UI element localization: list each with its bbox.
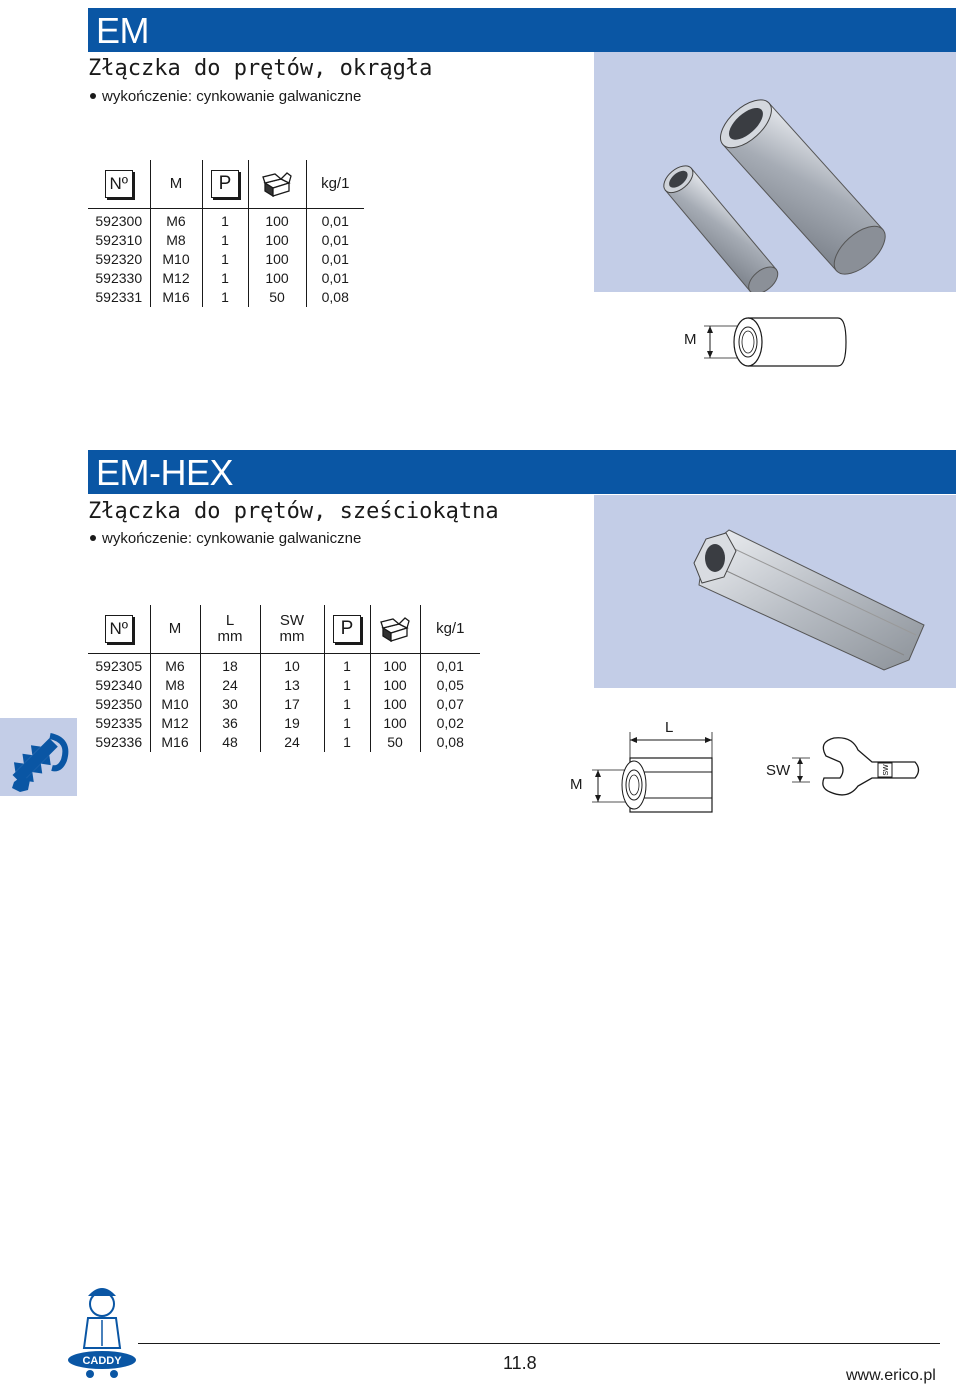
- cell-weight: 0,08: [420, 733, 480, 752]
- cell-box: 100: [248, 231, 306, 250]
- cell-number: 592330: [95, 270, 143, 286]
- anchor-fastener-icon: [0, 718, 77, 796]
- wrench-sw-text: SW: [883, 764, 890, 776]
- cell-number: 592336: [95, 734, 143, 750]
- cell-number: 592350: [95, 696, 143, 712]
- product-subtitle: Złączka do prętów, okrągła: [88, 56, 433, 81]
- finish-note: [88, 88, 361, 105]
- cell-weight: 0,02: [420, 714, 480, 733]
- cell-l: 48: [200, 733, 260, 752]
- col-header-m: M: [150, 160, 202, 209]
- carton-box-icon: [379, 616, 411, 642]
- carton-box-icon: [261, 171, 293, 197]
- dimension-label-sw: SW: [766, 762, 791, 779]
- cell-box: 100: [248, 269, 306, 288]
- col-header-sw-label: SW: [279, 612, 305, 629]
- table-row: [88, 714, 480, 733]
- cell-l: 24: [200, 676, 260, 695]
- cell-l: 30: [200, 695, 260, 714]
- finish-text: wykończenie: cynkowanie galwaniczne: [102, 88, 362, 105]
- cell-weight: 0,01: [306, 250, 364, 269]
- table-row: [88, 269, 364, 288]
- cell-box: 100: [370, 654, 420, 677]
- cell-p: 1: [324, 733, 370, 752]
- bullet-icon: [90, 93, 96, 99]
- dimension-label-m: M: [684, 331, 697, 348]
- cell-number: 592310: [95, 232, 143, 248]
- packaging-p-icon: P: [211, 170, 239, 198]
- number-icon: Nº: [105, 615, 133, 643]
- caddy-mascot-icon: [66, 1280, 138, 1380]
- cell-number: 592335: [95, 715, 143, 731]
- col-header-l-unit: mm: [217, 628, 243, 645]
- col-header-weight: kg/1: [306, 160, 364, 209]
- col-header-l-label: L: [225, 612, 235, 629]
- cell-box: 50: [248, 288, 306, 307]
- hex-coupling-drawing: [560, 716, 930, 816]
- cell-weight: 0,05: [420, 676, 480, 695]
- cell-m: M6: [150, 209, 202, 232]
- category-tab: [0, 718, 77, 796]
- cell-box: 100: [248, 250, 306, 269]
- table-header: [88, 160, 364, 209]
- cell-m: M12: [150, 714, 200, 733]
- spec-table-em-hex: [88, 605, 480, 752]
- cell-box: 100: [370, 676, 420, 695]
- col-header-sw-unit: mm: [279, 628, 305, 645]
- cell-weight: 0,01: [306, 209, 364, 232]
- finish-note: [88, 530, 361, 547]
- box-icon: [248, 160, 306, 209]
- cell-weight: 0,08: [306, 288, 364, 307]
- cell-m: M10: [150, 250, 202, 269]
- cell-number: 592320: [95, 251, 143, 267]
- cell-m: M16: [150, 733, 200, 752]
- cell-p: 1: [202, 209, 248, 232]
- cell-number: 592331: [95, 289, 143, 305]
- dimension-label-l: L: [665, 719, 674, 736]
- cell-box: 50: [370, 733, 420, 752]
- table-row: [88, 733, 480, 752]
- col-header-m: M: [150, 605, 200, 654]
- cell-m: M10: [150, 695, 200, 714]
- caddy-logo: [66, 1280, 138, 1380]
- cell-m: M8: [150, 231, 202, 250]
- cell-p: 1: [202, 250, 248, 269]
- cell-sw: 10: [260, 654, 324, 677]
- cell-m: M12: [150, 269, 202, 288]
- cell-weight: 0,07: [420, 695, 480, 714]
- cell-weight: 0,01: [306, 269, 364, 288]
- cell-p: 1: [202, 231, 248, 250]
- section-code: EM: [96, 10, 149, 51]
- cell-number: 592340: [95, 677, 143, 693]
- cell-sw: 13: [260, 676, 324, 695]
- cell-p: 1: [324, 695, 370, 714]
- cell-p: 1: [202, 288, 248, 307]
- cell-weight: 0,01: [420, 654, 480, 677]
- packaging-p-icon: P: [333, 615, 361, 643]
- table-row: [88, 695, 480, 714]
- product-subtitle: Złączka do prętów, sześciokątna: [88, 499, 499, 524]
- section-header-em: [88, 8, 956, 52]
- cell-box: 100: [370, 714, 420, 733]
- cell-number: 592305: [95, 658, 143, 674]
- cell-p: 1: [324, 676, 370, 695]
- section-code: EM-HEX: [96, 452, 234, 493]
- cell-p: 1: [202, 269, 248, 288]
- cell-box: 100: [248, 209, 306, 232]
- cell-number: 592300: [95, 213, 143, 229]
- round-coupling-drawing: [700, 314, 852, 370]
- col-header-sw: [260, 605, 324, 654]
- technical-drawing-em-hex: [560, 716, 930, 816]
- product-photo-em-hex: [594, 495, 956, 688]
- cell-p: 1: [324, 654, 370, 677]
- table-row: [88, 654, 480, 677]
- website-link[interactable]: www.erico.pl: [846, 1367, 936, 1384]
- table-row: [88, 231, 364, 250]
- cell-m: M8: [150, 676, 200, 695]
- number-icon: Nº: [105, 170, 133, 198]
- cell-m: M16: [150, 288, 202, 307]
- cell-sw: 24: [260, 733, 324, 752]
- coupling-hex-image: [594, 495, 956, 688]
- cell-sw: 17: [260, 695, 324, 714]
- cell-p: 1: [324, 714, 370, 733]
- page-number: 11.8: [503, 1353, 537, 1373]
- col-header-weight: kg/1: [420, 605, 480, 654]
- dimension-label-m: M: [570, 776, 583, 793]
- col-header-l: [200, 605, 260, 654]
- table-row: [88, 250, 364, 269]
- footer-divider: [138, 1343, 940, 1344]
- bullet-icon: [90, 535, 96, 541]
- coupling-round-image: [594, 52, 956, 292]
- cell-m: M6: [150, 654, 200, 677]
- table-row: [88, 209, 364, 232]
- table-row: [88, 676, 480, 695]
- box-icon: [370, 605, 420, 654]
- cell-sw: 19: [260, 714, 324, 733]
- cell-l: 36: [200, 714, 260, 733]
- spec-table-em: [88, 160, 364, 307]
- technical-drawing-em: [680, 314, 852, 370]
- cell-box: 100: [370, 695, 420, 714]
- cell-weight: 0,01: [306, 231, 364, 250]
- table-row: [88, 288, 364, 307]
- finish-text: wykończenie: cynkowanie galwaniczne: [102, 530, 362, 547]
- section-header-em-hex: [88, 450, 956, 494]
- cell-l: 18: [200, 654, 260, 677]
- product-photo-em: [594, 52, 956, 292]
- logo-text: CADDY: [82, 1355, 122, 1367]
- table-header: [88, 605, 480, 654]
